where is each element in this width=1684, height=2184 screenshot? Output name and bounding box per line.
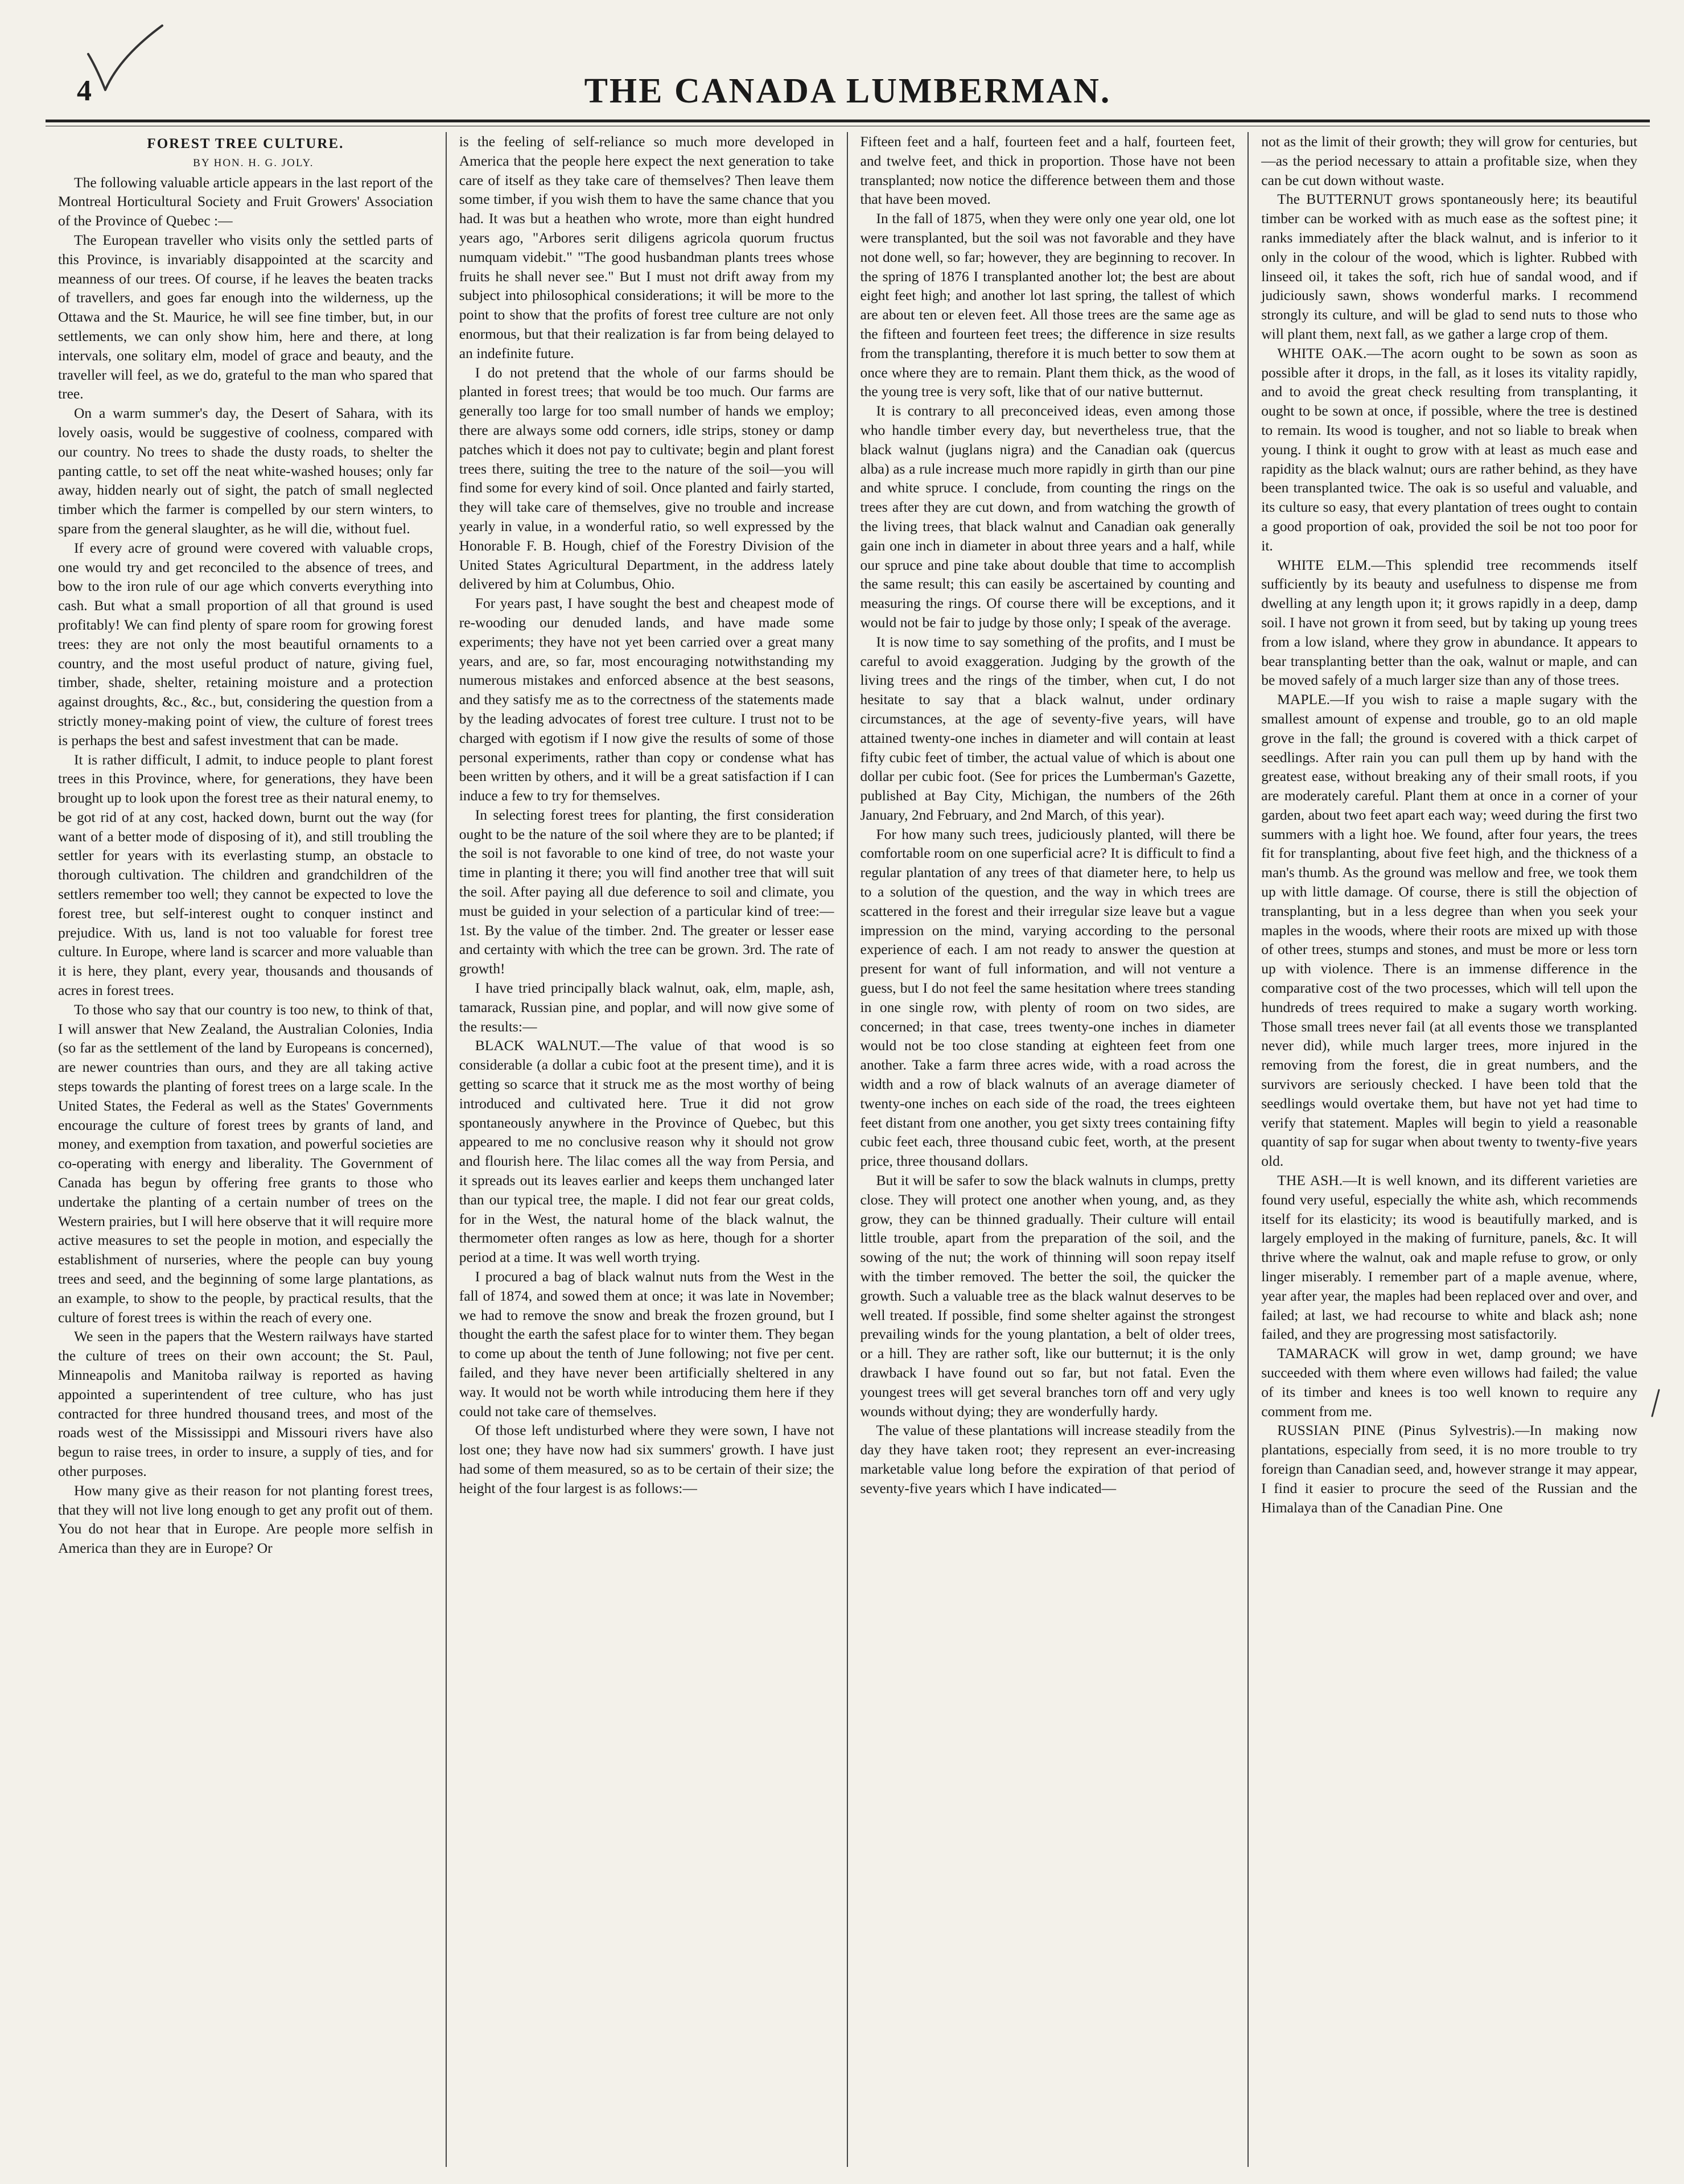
paragraph: I have tried principally black walnut, oak, elm, maple, ash, tamarack, Russian pine, and poplar, and will now give some of the results:— [459, 980, 834, 1035]
paragraph: WHITE ELM.—This splendid tree recommends itself sufficiently by its beauty and usefulness to dispense me from dwelling at any length upon it; it grows rapidly in a deep, damp soil. I have not grown it from seed, but by taking up young trees from a low island, where they grow in abundance. It appears to bear transplanting better than the oak, walnut or maple, and can be moved safely of a much larger size than any of those trees. [1261, 556, 1637, 689]
column-4 [1249, 132, 1650, 2167]
paragraph: For how many such trees, judiciously planted, will there be comfortable room on one superficial acre? It is difficult to find a regular plantation of any trees of that diameter here, to help us to a solution of the question, and the way in which trees are scattered in the forest and their irregular size leave but a vague impression on the mind, varying according to the personal experience of each. I am not ready to answer the question at present for want of full information, and will not venture a guess, but I do not feel the same hesitation where trees standing in one single row, with plenty of room on two sides, are concerned; in that case, trees twenty-one inches in diameter would not be too close standing at eighteen feet from one another. Take a farm three acres wide, with a road across the width and a row of black walnuts of an average diameter of twenty-one inches on each side of the road, the trees eighteen feet distant from one another, you get sixty trees containing fifty cubic feet each, three thousand cubic feet, worth, at the present price, three thousand dollars. [860, 825, 1236, 1170]
paragraph: THE ASH.—It is well known, and its different varieties are found very useful, especially the white ash, which recommends itself for its elasticity; its wood is beautifully marked, and is largely employed in the making of furniture, panels, &c. It will thrive where the walnut, oak and maple refuse to grow, or only linger miserably. I remember part of a maple avenue, where, year after year, the maples had been replaced over and over, and failed; at last, we had recourse to white and black ash; none failed, and they are progressing most satisfactorily. [1261, 1172, 1637, 1343]
paragraph: Of those left undisturbed where they were sown, I have not lost one; they have now had six summers' growth. I have just had some of them measured, so as to be certain of their size; the height of the four largest is as follows:— [459, 1422, 834, 1496]
paragraph: It is now time to say something of the profits, and I must be careful to avoid exaggeration. Judging by the growth of the living trees and the rings of the timber, when cut, I do not hesitate to say that a black walnut, under ordinary circumstances, at the age of seventy-five years, will have attained twenty-one inches in diameter and will contain at least fifty cubic feet of timber, the actual value of which is about one dollar per cubic foot. (See for prices the Lumberman's Gazette, published at Bay City, Michigan, the numbers of the 26th January, 2nd February, and 2nd March, of this year). [860, 633, 1236, 823]
margin-pencil-mark [1648, 1389, 1665, 1417]
page-header [46, 71, 1650, 117]
paragraph: I do not pretend that the whole of our farms should be planted in forest trees; that would be too much. Our farms are generally too large for too small number of hands we employ; there are always some odd corners, idle strips, stoney or damp patches which it does not pay to cultivate; begin and plant forest trees there, suiting the tree to the nature of the soil—you will find some for every kind of soil. Once planted and fairly started, they will take care of themselves, give no trouble and increase yearly in value, in a wonderful ratio, so well expressed by the Honorable F. B. Hough, chief of the Forestry Division of the United States Agricultural Department, in the address lately delivered by him at Columbus, Ohio. [459, 364, 834, 593]
column-1 [46, 132, 447, 2167]
paragraph: MAPLE.—If you wish to raise a maple sugary with the smallest amount of expense and trouble, go to an old maple grove in the fall; the ground is covered with a thick carpet of seedlings. After rain you can pull them up by hand with the greatest ease, without breaking any of their small roots, if you are moderately careful. Plant them at once in a corner of your garden, about two feet apart each way; weed during the first two summers with a light hoe. We found, after four years, the trees fit for transplanting, about five feet high, and the thickness of a man's thumb. As the ground was mellow and free, we took them up with little damage. Of course, there is still the objection of transplanting, but in a less degree than when you seek your maples in the woods, where their roots are mixed up with those of other trees, stumps and stones, and must be more or less torn up with violence. There is an immense difference in the comparative cost of the two processes, which will tell upon the hundreds of trees required to make a sugary worth working. Those small trees never fail (at all events those we transplanted never did), while much larger trees, more injured in the removing from the forest, die in great numbers, and the survivors are seriously checked. I have been told that the seedlings would overtake them, but have not yet had time to verify that statement. Maples will begin to yield a reasonable quantity of sap for sugar when about twenty to twenty-five years old. [1261, 691, 1637, 1170]
paragraph: If every acre of ground were covered with valuable crops, one would try and get reconciled to the absence of trees, and bow to the iron rule of our age which converts everything into cash. But what a small proportion of all that ground is used profitably! We can find plenty of spare room for growing forest trees: they are not only the most beautiful ornaments to a country, and the most useful product of nature, giving fuel, timber, shade, shelter, retaining moisture and a protection against droughts, &c., &c., but, considering the question from a strictly money-making point of view, the culture of forest trees is perhaps the best and safest investment that can be made. [58, 539, 433, 748]
paragraph: To those who say that our country is too new, to think of that, I will answer that New Zealand, the Australian Colonies, India (so far as the settlement of the land by Europeans is concerned), are newer countries than ours, and they are all taking active steps towards the planting of forest trees on a large scale. In the United States, the Federal as well as the States' Governments encourage the culture of forest trees by grants of land, and money, and exemption from taxation, and powerful societies are co-operating with energy and liberality. The Government of Canada has begun by offering free grants to those who undertake the planting of a certain number of trees on the Western prairies, but I will here observe that it will require more active measures to set the people in motion, and especially the establishment of nurseries, where the people can buy young trees and seed, and the beginning of some large plantations, as an example, to show to the people, by practical results, that the culture of forest trees is within the reach of every one. [58, 1001, 433, 1326]
paragraph: Fifteen feet and a half, fourteen feet and a half, fourteen feet, and twelve feet, and thick in proportion. Those have not been transplanted; now notice the difference between them and those that have been moved. [860, 133, 1236, 208]
paragraph: We seen in the papers that the Western railways have started the culture of trees on their own account; the St. Paul, Minneapolis and Manitoba railway is reported as having appointed a superintendent of tree culture, who has just contracted for three hundred thousand trees, and most of the roads west of the Mississippi and Missouri rivers have also begun to raise trees, in order to insure, a supply of ties, and for other purposes. [58, 1328, 433, 1479]
column-3 [848, 132, 1249, 2167]
paragraph: The value of these plantations will increase steadily from the day they have taken root; they represent an ever-increasing marketable value long before the expiration of that period of seventy-five years which I have indicated— [860, 1422, 1236, 1496]
paragraph: RUSSIAN PINE (Pinus Sylvestris).—In making now plantations, especially from seed, it is no more trouble to try foreign than Canadian seed, and, however strange it may appear, I find it easier to procure the seed of the Russian and the Himalaya than of the Canadian Pine. One [1261, 1422, 1637, 1516]
paragraph: How many give as their reason for not planting forest trees, that they will not live long enough to get any profit out of them. You do not hear that in Europe. Are people more selfish in America than they are in Europe? Or [58, 1482, 433, 1557]
paragraph: It is contrary to all preconceived ideas, even among those who handle timber every day, but nevertheless true, that the black walnut (juglans nigra) and the Canadian oak (quercus alba) as a rule increase much more rapidly in girth than our pine and white spruce. I conclude, from counting the rings on the trees after they are cut down, and from watching the growth of the living trees, that black walnut and Canadian oak generally gain one inch in diameter in about three years and a half, while our spruce and pine take about double that time to accomplish the same result; this can easily be ascertained by counting and measuring the rings. Of course there will be exceptions, and it would not be fair to judge by those only; I speak of the average. [860, 402, 1236, 631]
paragraph: I procured a bag of black walnut nuts from the West in the fall of 1874, and sowed them at once; it was late in November; we had to remove the snow and break the frozen ground, but I thought the earth the safest place for to winter them. They began to come up about the tenth of June following; not five per cent. failed, and they have never been artificially sheltered in any way. It would not be worth while introducing them here if they could not take care of themselves. [459, 1268, 834, 1420]
paragraph: not as the limit of their growth; they will grow for centuries, but—as the period necessary to attain a profitable size, when they can be cut down without waste. [1261, 133, 1637, 188]
paragraph: WHITE OAK.—The acorn ought to be sown as soon as possible after it drops, in the fall, as it loses its vitality rapidly, and to avoid the great check resulting from transplanting, it ought to be sown at once, if possible, where the tree is destined to remain. Its wood is tougher, and not so liable to break when young. I think it ought to grow with at least as much ease and rapidity as the black walnut; ours are rather behind, as they have been transplanted twice. The oak is so useful and valuable, and its culture so easy, that every plantation of trees ought to contain a good proportion of oak, provided the soil be not too poor for it. [1261, 344, 1637, 554]
paragraph: The following valuable article appears in the last report of the Montreal Horticultural Society and Fruit Growers' Association of the Province of Quebec :— [58, 174, 433, 229]
paragraph: is the feeling of self-reliance so much more developed in America that the people here expect the next generation to take care of itself as they take care of themselves? Then leave them some timber, if you wish them to have the same chance that you had. It was but a heathen who wrote, more than eight hundred years ago, "Arbores serit diligens agricola quorum fructus numquam videbit." "The good husbandman plants trees whose fruits he shall never see." But I must not drift away from my subject into philosophical considerations; it will be more to the point to show that the profits of forest tree culture are not only enormous, but that their realization is far from being delayed to an indefinite future. [459, 133, 834, 361]
paragraph: The BUTTERNUT grows spontaneously here; its beautiful timber can be worked with as much ease as the softest pine; it ranks immediately after the black walnut, and is inferior to it only in the colour of the wood, which is lighter. Rubbed with linseed oil, it takes the soft, rich hue of sandal wood, and if judiciously sawn, shows wonderful marks. I recommend strongly its culture, and will be glad to send nuts to those who will plant them, next fall, as we gather a large crop of them. [1261, 191, 1637, 342]
header-rule [46, 120, 1650, 126]
article-byline: BY HON. H. G. JOLY. [193, 157, 314, 169]
article-columns [46, 132, 1650, 2167]
article-title: FOREST TREE CULTURE. [147, 136, 344, 151]
paragraph: In selecting forest trees for planting, the first consideration ought to be the nature of the soil where they are to be planted; if the soil is not favorable to one kind of tree, do not waste your time in planting it there; you will find another tree that will suit the soil. After paying all due deference to soil and climate, you must be guided in your selection of a particular kind of tree:—1st. By the value of the timber. 2nd. The greater or lesser ease and certainty with which the tree can be grown. 3rd. The rate of growth! [459, 806, 834, 977]
paragraph: BLACK WALNUT.—The value of that wood is so considerable (a dollar a cubic foot at the present time), and it is getting so scarce that it struck me as the most worthy of being introduced and cultivated here. True it did not grow spontaneously anywhere in the Province of Quebec, but this appeared to me no conclusive reason why it should not grow and flourish here. The lilac comes all the way from Persia, and it spreads out its leaves earlier and keeps them unchanged later than our typical tree, the maple. I did not fear our great colds, for in the West, the natural home of the black walnut, the thermometer often ranges as low as here, though for a shorter period at a time. It was well worth trying. [459, 1037, 834, 1266]
paragraph: The European traveller who visits only the settled parts of this Province, is invariably disappointed at the scarcity and meanness of our trees. Of course, if he leaves the beaten tracks of travellers, and goes far enough into the wilderness, up the Ottawa and the St. Maurice, he will see fine timber, but, in our settlements, we can only show him, here and there, at long intervals, one solitary elm, model of grace and beauty, and the traveller will feel, as we do, grateful to the man who spared that tree. [58, 231, 433, 402]
page-number: 4 [77, 75, 92, 107]
column-2 [447, 132, 848, 2167]
masthead-title: THE CANADA LUMBERMAN. [584, 72, 1111, 110]
paragraph: In the fall of 1875, when they were only one year old, one lot were transplanted, but the soil was not favorable and they have not done well, so far; however, they are beginning to recover. In the spring of 1876 I transplanted another lot; the best are about eight feet high; and another lot last spring, the tallest of which are about ten or eleven feet. All those trees are the same age as the fifteen and fourteen feet trees; the difference in size results from the transplanting, therefore it is much better to sow them at once where they are to remain. Plant them thick, as the wood of the young tree is very soft, like that of our native butternut. [860, 210, 1236, 400]
paragraph: On a warm summer's day, the Desert of Sahara, with its lovely oasis, would be suggestive of coolness, compared with our country. No trees to shade the dusty roads, to shelter the panting cattle, to set off the neat white-washed houses; only far away, hidden nearly out of sight, the patch of small neglected timber which the farmer is compelled by our stern winters, to spare from the general slaughter, as he will die, without fuel. [58, 405, 433, 537]
paragraph: It is rather difficult, I admit, to induce people to plant forest trees in this Province, where, for generations, they have been brought up to look upon the forest tree as their natural enemy, to be got rid of at any cost, hacked down, burnt out the way (for want of a better mode of disposing of it), and still troubling the settler for years with its everlasting stump, an obstacle to thorough cultivation. The children and grandchildren of the settlers remember too well; they cannot be expected to love the forest tree, but self-interest ought to conquer instinct and prejudice. With us, land is not too valuable for forest tree culture. In Europe, where land is scarcer and more valuable than it is here, they plant, every year, thousands and thousands of acres in forest trees. [58, 751, 433, 999]
paragraph: But it will be safer to sow the black walnuts in clumps, pretty close. They will protect one another when young, and, as they grow, they can be thinned gradually. Their culture will entail little trouble, apart from the preparation of the soil, and the sowing of the nut; the work of thinning will soon repay itself with the timber removed. The better the soil, the quicker the growth. Such a valuable tree as the black walnut deserves to be well treated. If possible, find some shelter against the strongest prevailing winds for the young plantation, a belt of older trees, or a hill. They are rather soft, like our butternut; it is the only drawback I have found out so far, but not fatal. Even the youngest trees will get several branches torn off and very ugly wounds without dying; they are wonderfully hardy. [860, 1172, 1236, 1420]
paragraph: TAMARACK will grow in wet, damp ground; we have succeeded with them where even willows had failed; the value of its timber and knees is too well known to require any comment from me. [1261, 1345, 1637, 1420]
paragraph: For years past, I have sought the best and cheapest mode of re-wooding our denuded lands, and have made some experiments; they have not yet been carried over a great many years, and are, so far, most encouraging notwithstanding my numerous mistakes and enforced absence at the best seasons, and they satisfy me as to the correctness of the statements made by the leading advocates of forest tree culture. I trust not to be charged with egotism if I now give the results of some of those personal experiments, rather than copy or condense what has been written by others, and it will be a great satisfaction if I can induce a few to try for themselves. [459, 595, 834, 804]
